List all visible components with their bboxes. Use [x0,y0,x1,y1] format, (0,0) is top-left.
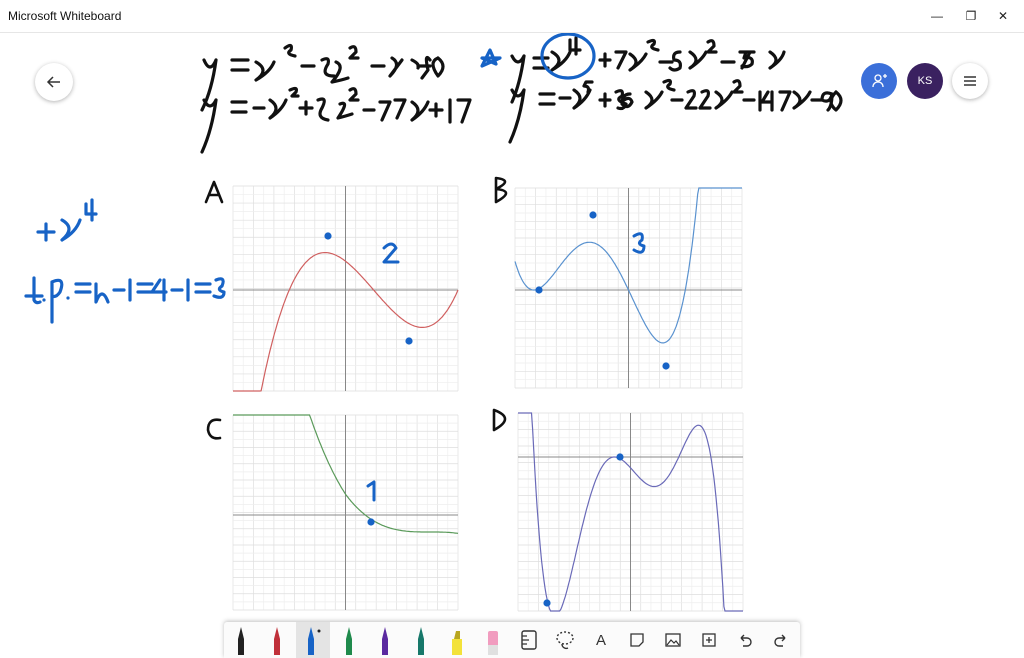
highlighter-icon [449,625,465,655]
graph-b-turning-point [662,362,669,369]
eq2-ink [202,88,470,152]
purple-pen-icon [378,625,392,655]
green-pen-tool[interactable] [332,622,366,658]
hamburger-icon [962,73,978,89]
teal-pen-icon [414,625,428,655]
text-tool[interactable]: A [595,631,606,649]
undo-button[interactable] [728,622,762,658]
graph-a-turning-point [405,337,412,344]
undo-icon [737,632,753,648]
ruler-tool[interactable] [512,622,546,658]
blue-pen-tool[interactable] [296,622,330,658]
minimize-button[interactable]: — [931,9,943,23]
label-B-ink [496,178,506,202]
graph-a-turning-point [324,232,331,239]
inking-toolbar [224,622,800,658]
red-pen-tool[interactable] [260,622,294,658]
arrow-left-icon [46,74,62,90]
image-tool[interactable] [656,622,690,658]
graph-d-turning-point [616,453,623,460]
label-A-ink [206,182,222,202]
graph-d [518,413,743,611]
red-pen-icon [270,625,284,655]
eraser-icon [485,625,501,655]
title-bar [0,0,1024,33]
close-button[interactable]: ✕ [997,9,1009,23]
redo-button[interactable] [764,622,798,658]
label-D-ink [494,410,505,430]
tp-note [26,278,224,322]
graph-d-turning-point [543,599,550,606]
plus-box-icon [701,632,717,648]
black-pen-tool[interactable] [224,622,258,658]
green-pen-icon [342,625,356,655]
graph-b [515,188,742,388]
avatar[interactable]: KS [907,63,943,99]
star-mark [482,50,500,66]
highlighter-tool[interactable] [440,622,474,658]
sticky-note-icon [629,632,645,648]
note-tool[interactable] [620,622,654,658]
black-pen-icon [234,625,248,655]
app-title: Microsoft Whiteboard [8,9,122,23]
lasso-icon [554,629,576,651]
blue-pen-icon [304,625,322,655]
menu-button[interactable] [952,63,988,99]
purple-pen-tool[interactable] [368,622,402,658]
graph-b-turning-point [589,211,596,218]
graph-c-turning-point [367,518,374,525]
eq4-ink [510,80,841,142]
invite-button[interactable] [861,63,897,99]
graph-a [233,186,458,391]
equation-group-left [202,38,841,152]
label-C-ink [208,420,220,439]
teal-pen-tool[interactable] [404,622,438,658]
add-person-icon [871,73,887,89]
back-button[interactable] [35,63,73,101]
lasso-tool[interactable] [548,622,582,658]
insert-tool[interactable] [692,622,726,658]
redo-icon [773,632,789,648]
image-icon [664,632,682,648]
graph-c [233,415,458,610]
restore-button[interactable]: ❐ [965,9,977,23]
whiteboard-canvas[interactable] [0,33,1024,623]
graph-b-turning-point [535,286,542,293]
plus-x4-note [38,200,96,240]
ruler-icon [519,629,539,651]
eraser-tool[interactable] [476,622,510,658]
